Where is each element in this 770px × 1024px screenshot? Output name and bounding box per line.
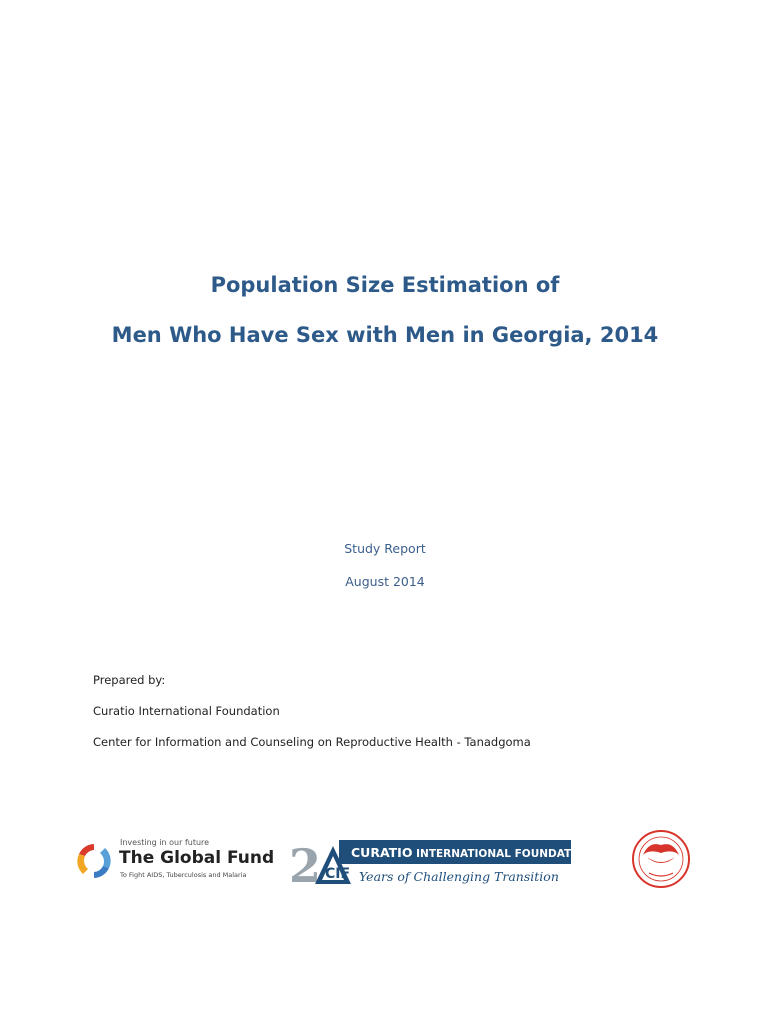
global-fund-name: The Global Fund xyxy=(119,848,275,868)
global-fund-logo xyxy=(73,836,275,886)
curatio-name-rest: INTERNATIONAL FOUNDATION xyxy=(416,848,593,860)
prepared-by-org-2: Center for Information and Counseling on Reproductive Health - Tanadgoma xyxy=(93,735,531,749)
report-date: August 2014 xyxy=(345,574,425,589)
curatio-logo xyxy=(289,836,593,888)
report-type: Study Report xyxy=(344,541,426,556)
tanadgoma-logo-icon xyxy=(629,829,693,889)
global-fund-tagline-top: Investing in our future xyxy=(120,838,210,847)
curatio-slogan: Years of Challenging Transition xyxy=(359,869,559,884)
svg-text:CIF: CIF xyxy=(325,866,351,882)
prepared-by-label: Prepared by: xyxy=(93,673,166,687)
report-title-line-1: Population Size Estimation of xyxy=(210,273,560,297)
prepared-by-org-1: Curatio International Foundation xyxy=(93,704,280,718)
global-fund-swirl-icon xyxy=(73,840,115,882)
report-title-line-2: Men Who Have Sex with Men in Georgia, 2014 xyxy=(111,323,659,347)
curatio-name-prefix: CURATIO xyxy=(351,845,413,860)
global-fund-tagline-bottom: To Fight AIDS, Tuberculosis and Malaria xyxy=(120,871,247,879)
curatio-name xyxy=(351,845,593,860)
svg-text:2: 2 xyxy=(289,839,322,888)
